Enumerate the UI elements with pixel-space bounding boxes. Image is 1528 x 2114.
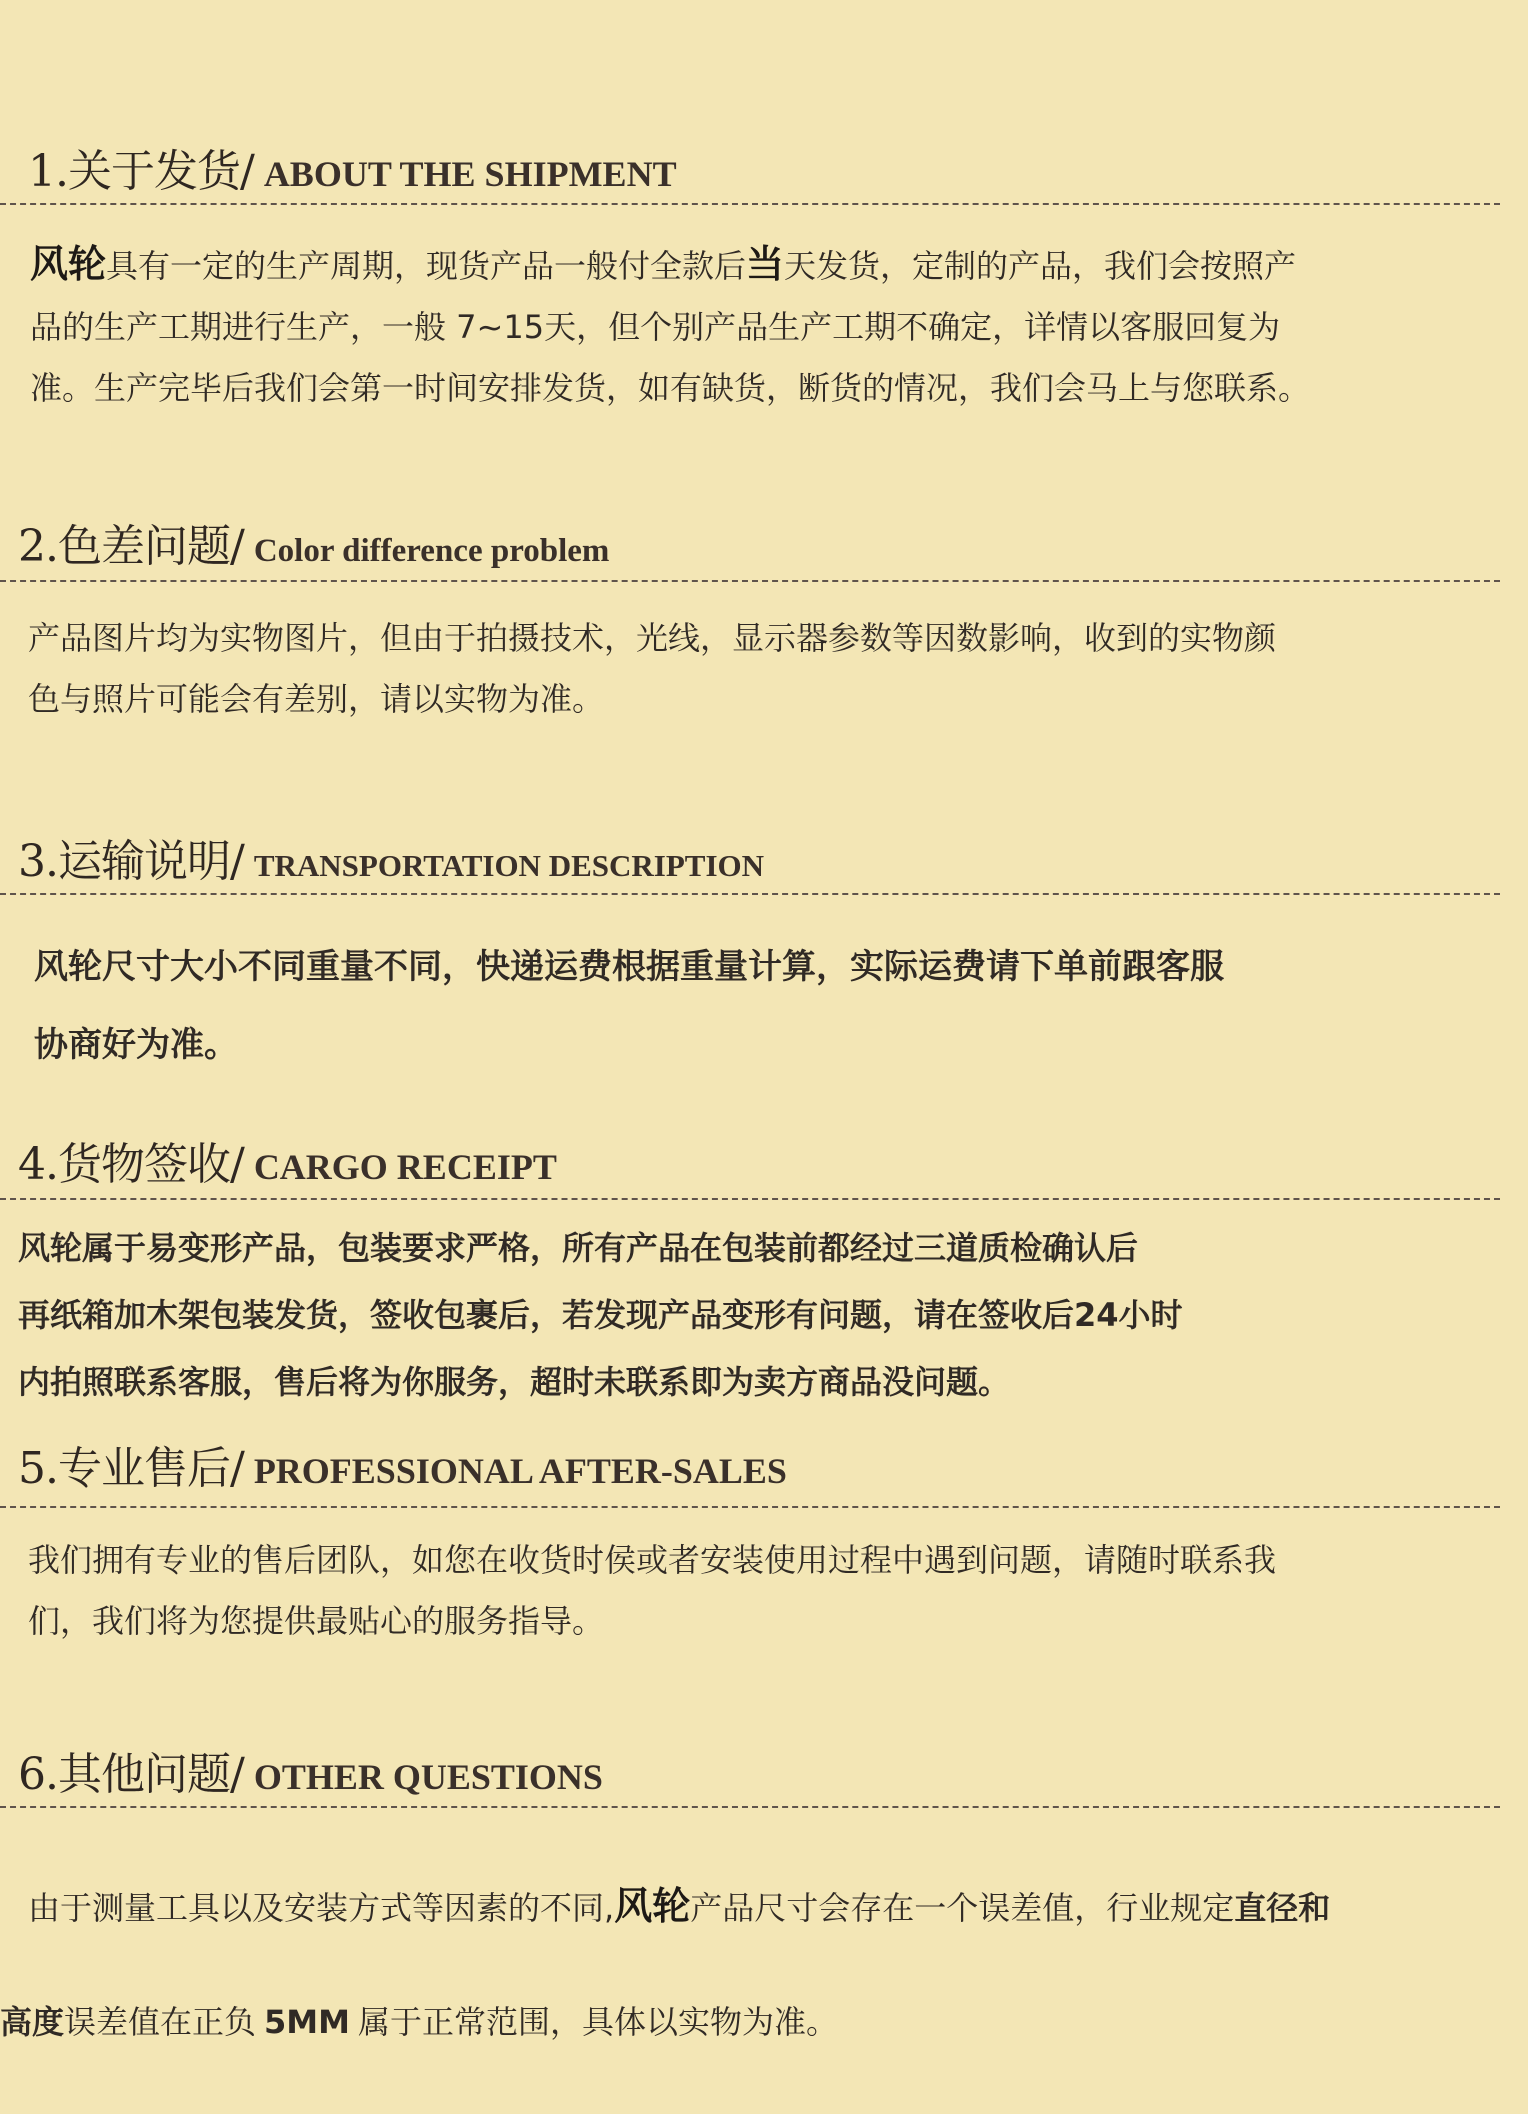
section-3-body: 风轮尺寸大小不同重量不同，快递运费根据重量计算，实际运费请下单前跟客服 协商好为准。 xyxy=(34,947,1224,1065)
section-1-en-title: ABOUT THE SHIPMENT xyxy=(263,154,677,194)
section-5-body: 我们拥有专业的售后团队，如您在收货时侯或者安装使用过程中遇到问题，请随时联系我 们，我们将为您提供最贴心的服务指导。 xyxy=(28,1541,1277,1640)
section-3-number: 3. xyxy=(18,836,58,887)
section-5-number: 5. xyxy=(18,1443,58,1494)
section-6-body: 由于测量工具以及安装方式等因素的不同,风轮产品尺寸会存在一个误差值，行业规定直径和 高度误差值在正负 5MM 属于正常范围，具体以实物为准。 xyxy=(0,1884,1331,2041)
section-5-header xyxy=(18,1432,1518,1496)
section-6-brand: 风轮 xyxy=(614,1884,691,1928)
section-5-en-title: PROFESSIONAL AFTER-SALES xyxy=(253,1451,787,1491)
section-2-divider xyxy=(0,580,1500,582)
section-4-header xyxy=(18,1128,1518,1192)
section-5-cn-title: 专业售后/ xyxy=(57,1443,244,1494)
section-3-en-title: TRANSPORTATION DESCRIPTION xyxy=(253,848,765,883)
section-3-divider xyxy=(0,893,1500,895)
section-1-divider xyxy=(0,203,1500,205)
section-4-cn-title: 货物签收/ xyxy=(57,1139,244,1190)
section-1-body: 风轮具有一定的生产周期，现货产品一般付全款后当天发货，定制的产品，我们会按照产 品的生产工期进行生产，一般 7~15天，但个别产品生产工期不确定，详情以客服回复为 准。生产完毕后我们会第一时间安排发货，如有缺货，断货的情况，我们会马上与您联系。 xyxy=(30,242,1311,407)
section-2-cn-title: 色差问题/ xyxy=(57,521,244,572)
section-4-number: 4. xyxy=(18,1139,58,1190)
section-2-body: 产品图片均为实物图片，但由于拍摄技术，光线，显示器参数等因数影响，收到的实物颜 色与照片可能会有差别，请以实物为准。 xyxy=(28,619,1277,718)
section-4-en-title: CARGO RECEIPT xyxy=(253,1147,557,1187)
section-6-header xyxy=(18,1738,1518,1802)
section-2-en-title: Color difference problem xyxy=(253,533,610,569)
section-3-cn-title: 运输说明/ xyxy=(57,836,244,887)
section-2-header xyxy=(18,510,1518,574)
section-1-brand: 风轮 xyxy=(30,242,107,286)
section-6-divider xyxy=(0,1806,1500,1808)
section-6-cn-title: 其他问题/ xyxy=(57,1749,244,1800)
section-1-number: 1. xyxy=(28,146,68,197)
section-1-header xyxy=(28,135,1528,199)
section-1-cn-title: 关于发货/ xyxy=(67,146,254,197)
section-2-number: 2. xyxy=(18,521,58,572)
section-5-divider xyxy=(0,1506,1500,1508)
section-6-en-title: OTHER QUESTIONS xyxy=(253,1757,603,1797)
section-6-number: 6. xyxy=(18,1749,58,1800)
section-4-body: 风轮属于易变形产品，包装要求严格，所有产品在包装前都经过三道质检确认后 再纸箱加木架包装发货，签收包裹后，若发现产品变形有问题，请在签收后24小时 内拍照联系客服，售后将为你服务，超时未联系即为卖方商品没问题。 xyxy=(18,1229,1183,1401)
section-4-divider xyxy=(0,1198,1500,1200)
section-3-header xyxy=(18,825,1518,889)
